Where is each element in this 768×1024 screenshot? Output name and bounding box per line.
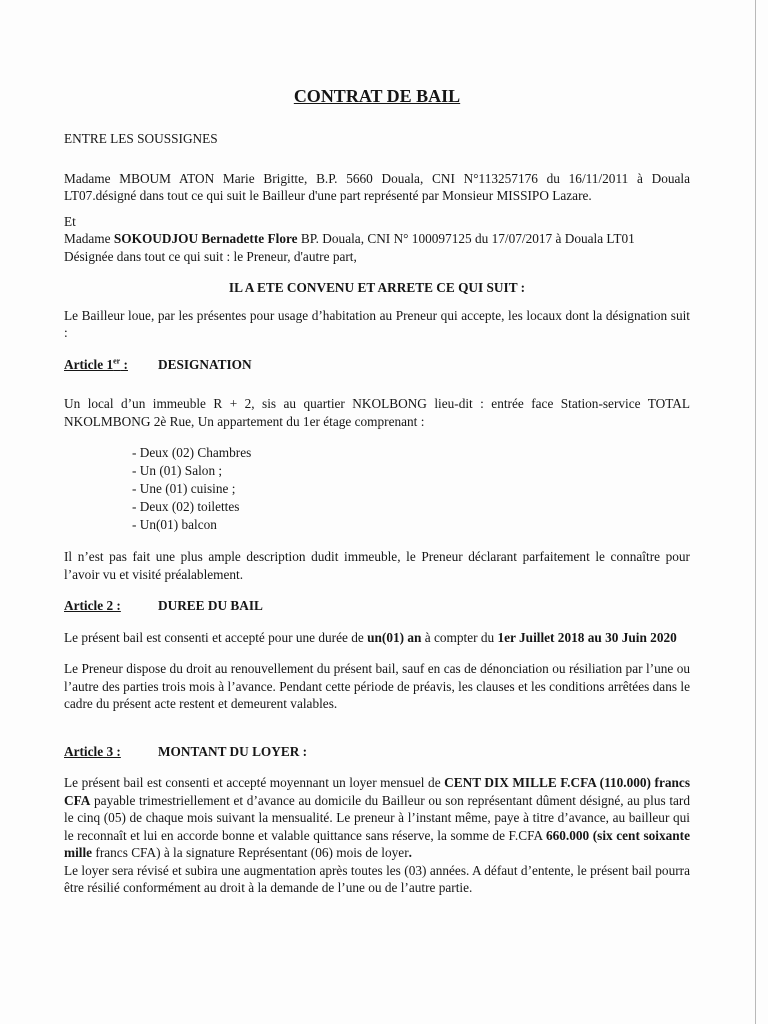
article-3-heading bbox=[64, 743, 690, 761]
lease-intro: Le Bailleur loue, par les présentes pour usage d’habitation au Preneur qui accepte, les locaux dont la désignation suit : bbox=[64, 307, 690, 340]
article-1-heading bbox=[64, 356, 690, 374]
parties-heading: ENTRE LES SOUSSIGNES bbox=[64, 131, 218, 146]
article-3-paragraph-2: Le loyer sera révisé et subira une augmentation après toutes les (03) années. A défaut d’entente, le présent bail pourra être résilié conformément au droit à la demande de l’une ou de l’autre partie. bbox=[64, 862, 690, 895]
tenant-paragraph bbox=[64, 230, 690, 248]
tenant-details: BP. Douala, CNI N° 100097125 du 17/07/2017 à Douala LT01 bbox=[297, 231, 635, 246]
article-1-text: Un local d’un immeuble R + 2, sis au quartier NKOLBONG lieu-dit : entrée face Station-service TOTAL NKOLMBONG 2è Rue, Un appartement du 1er étage comprenant : bbox=[64, 396, 690, 429]
article-2-paragraph-1: Le présent bail est consenti et accepté pour une durée de un(01) an à compter du 1er Juillet 2018 au 30 Juin 2020 bbox=[64, 629, 677, 645]
rooms-list bbox=[64, 444, 690, 534]
article-2-heading bbox=[64, 597, 690, 615]
article-2-paragraph-2: Le Preneur dispose du droit au renouvellement du présent bail, sauf en cas de dénonciation ou résiliation par l’une ou l’autre des parties trois mois à l’avance. Pendant cette période de préavis, les clauses et les conditions arrêtées dans le cadre du présent acte restent et demeurent valables. bbox=[64, 661, 690, 711]
article-3-label: Article 3 : bbox=[64, 743, 121, 759]
tenant-prefix: Madame bbox=[64, 231, 114, 246]
article-1-label: Article 1er : bbox=[64, 356, 128, 372]
list-item: - Deux (02) Chambres bbox=[132, 445, 252, 460]
contract-body bbox=[64, 84, 690, 897]
article-3-title: MONTANT DU LOYER : bbox=[158, 743, 308, 759]
list-item: - Un (01) Salon ; bbox=[132, 463, 223, 478]
document-title: CONTRAT DE BAIL bbox=[293, 86, 461, 106]
tenant-designation: Désignée dans tout ce qui suit : le Preneur, d'autre part, bbox=[64, 248, 357, 264]
article-1-note: Il n’est pas fait une plus ample description dudit immeuble, le Preneur déclarant parfaitement le connaître pour l’avoir vu et visité préalablement. bbox=[64, 549, 690, 582]
list-item: - Deux (02) toilettes bbox=[132, 499, 240, 514]
list-item: - Un(01) balcon bbox=[132, 517, 217, 532]
list-item: - Une (01) cuisine ; bbox=[132, 481, 236, 496]
article-2-title: DUREE DU BAIL bbox=[158, 598, 263, 613]
article-3-paragraph-1: Le présent bail est consenti et accepté moyennant un loyer mensuel de CENT DIX MILLE F.CFA (110.000) francs CFA payable trimestriellement et d’avance au domicile du Bailleur ou son représentant dûment désigné, au plus tard le cinq (05) de chaque mois suivant la mensualité. Le preneur à l’instant même, paye à titre d’avance, au bailleur qui le reconnaît et lui en accorde bonne et valable quittance sans réserve, la somme de F.CFA 660.000 (six cent soixante mille francs CFA) à la signature Représentant (06) mois de loyer. bbox=[64, 775, 690, 860]
tenant-name: SOKOUDJOU Bernadette Flore bbox=[113, 231, 298, 246]
page-edge-line bbox=[755, 0, 756, 1024]
article-2-label: Article 2 : bbox=[64, 598, 121, 613]
lessor-paragraph: Madame MBOUM ATON Marie Brigitte, B.P. 5660 Douala, CNI N°113257176 du 16/11/2011 à Douala LT07.désigné dans tout ce qui suit le Bailleur d'une part représenté par Monsieur MISSIPO Lazare. bbox=[64, 170, 690, 203]
article-1-title: DESIGNATION bbox=[158, 356, 252, 372]
and-label: Et bbox=[64, 213, 76, 229]
agreement-heading: IL A ETE CONVENU ET ARRETE CE QUI SUIT : bbox=[228, 280, 526, 295]
